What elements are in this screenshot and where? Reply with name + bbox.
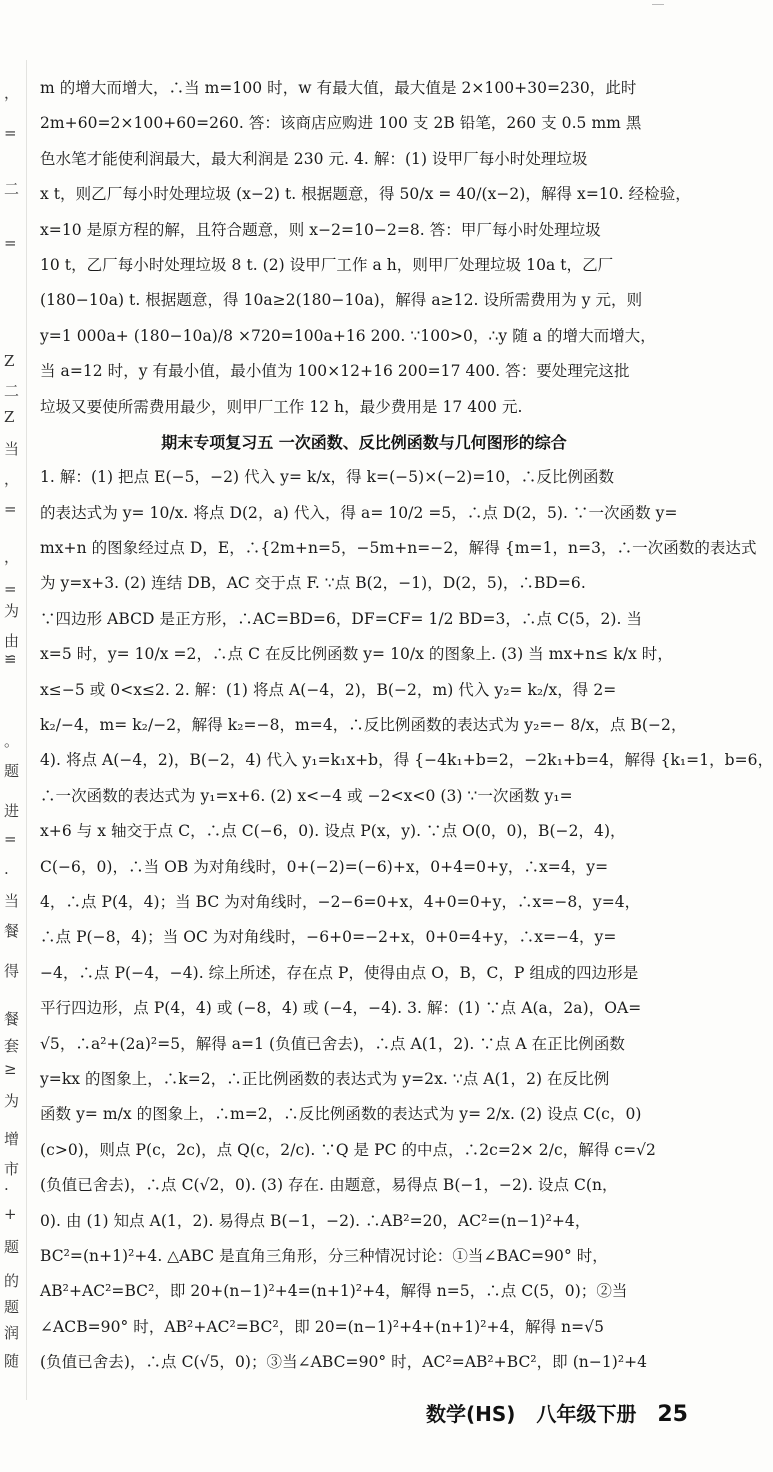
edge-char: · [4, 1180, 9, 1198]
edge-char: = [4, 830, 17, 848]
text-line: −4，∴点 P(−4，−4). 综上所述，存在点 P，使得由点 O，B，C，P 组成的四边形是 [40, 963, 639, 982]
edge-char: ， [4, 470, 20, 488]
edge-char: 餐 [4, 922, 20, 940]
edge-char: ， [4, 548, 20, 566]
text-line: √5，∴a²+(2a)²=5，解得 a=1 (负值已舍去)，∴点 A(1，2). ∵点 A 在正比例函数 [40, 1034, 625, 1053]
text-line: k₂/−4，m= k₂/−2，解得 k₂=−8，m=4，∴反比例函数的表达式为 y₂=− 8/x，点 B(−2， [40, 716, 687, 735]
text-line: ∵四边形 ABCD 是正方形，∴AC=BD=6，DF=CF= 1/2 BD=3，∴点 C(5，2). 当 [40, 609, 643, 628]
text-line: AB²+AC²=BC²，即 20+(n−1)²+4=(n+1)²+4，解得 n=5，∴点 C(5，0)；②当 [40, 1282, 628, 1301]
edge-char: 题 [4, 1298, 20, 1316]
edge-char: 为 [4, 1092, 20, 1110]
edge-char: 市 [4, 1160, 20, 1178]
text-line: x≤−5 或 0<x≤2. 2. 解：(1) 将点 A(−4，2)，B(−2，m) 代入 y₂= k₂/x，得 2= [40, 680, 617, 699]
page-footer [426, 1398, 688, 1427]
edge-char: 进 [4, 802, 20, 820]
edge-char: = [4, 234, 17, 252]
text-line: BC²=(n+1)²+4. △ABC 是直角三角形，分三种情况讨论：①当∠BAC=90° 时， [40, 1246, 608, 1265]
text-line: mx+n 的图象经过点 D，E，∴{2m+n=5，−5m+n=−2，解得 {m=1，n=3，∴一次函数的表达式 [40, 539, 757, 558]
text-line: y=1 000a+ (180−10a)/8 ×720=100a+16 200. ∵100>0，∴y 随 a 的增大而增大， [40, 326, 656, 345]
text-line: (180−10a) t. 根据题意，得 10a≥2(180−10a)，解得 a≥12. 设所需费用为 y 元，则 [40, 291, 643, 310]
text-line: (负值已舍去)，∴点 C(√5，0)；③当∠ABC=90° 时，AC²=AB²+BC²，即 (n−1)²+4 [40, 1353, 648, 1372]
text-line: y=kx 的图象上，∴k=2，∴正比例函数的表达式为 y=2x. ∵点 A(1，2) 在反比例 [40, 1069, 610, 1088]
answer-content [40, 76, 773, 1385]
edge-char: 的 [4, 1272, 20, 1290]
text-line: (c>0)，则点 P(c，2c)，点 Q(c，2/c). ∵Q 是 PC 的中点，∴2c=2× 2/c，解得 c=√2 [40, 1140, 656, 1159]
text-line: 平行四边形，点 P(4，4) 或 (−8，4) 或 (−4，−4). 3. 解：(1) ∵点 A(a，2a)，OA= [40, 999, 642, 1018]
text-line: 为 y=x+3. (2) 连结 DB，AC 交于点 F. ∵点 B(2，−1)，D(2，5)，∴BD=6. [40, 574, 586, 593]
edge-char: 得 [4, 962, 20, 980]
edge-char: 。 [4, 732, 20, 750]
text-line: (负值已舍去)，∴点 C(√2，0). (3) 存在. 由题意，易得点 B(−1，−2). 设点 C(n， [40, 1176, 618, 1195]
edge-char: 增 [4, 1130, 20, 1148]
answer-block-after [40, 465, 773, 1385]
edge-char: 套 [4, 1037, 20, 1055]
section-title: 期末专项复习五 一次函数、反比例函数与几何图形的综合 [161, 432, 567, 452]
text-line: 2m+60=2×100+60=260. 答：该商店应购进 100 支 2B 铅笔，260 支 0.5 mm 黑 [40, 114, 642, 133]
edge-char: = [4, 580, 17, 598]
adjacent-page-edge [0, 60, 27, 1400]
edge-char: ， [4, 84, 20, 102]
edge-char: 题 [4, 762, 20, 780]
edge-char: 随 [4, 1352, 20, 1370]
text-line: 10 t，乙厂每小时处理垃圾 8 t. (2) 设甲厂工作 a h，则甲厂处理垃圾 10a t，乙厂 [40, 255, 614, 274]
edge-char: 二 [4, 382, 20, 400]
edge-char: = [4, 500, 17, 518]
text-line: m 的增大而增大，∴当 m=100 时，w 有最大值，最大值是 2×100+30=230，此时 [40, 79, 637, 97]
edge-char: + [4, 1205, 17, 1223]
edge-char: . [4, 860, 9, 878]
edge-char: 题 [4, 1238, 20, 1256]
edge-char: Z [4, 408, 15, 426]
text-line: ∠ACB=90° 时，AB²+AC²=BC²，即 20=(n−1)²+4+(n+1)²+4，解得 n=√5 [40, 1317, 604, 1336]
edge-char: 当 [4, 892, 20, 910]
text-line: 4，∴点 P(4，4)；当 BC 为对角线时，−2−6=0+x，4+0=0+y，∴x=−8，y=4， [40, 892, 641, 911]
edge-char: = [4, 124, 17, 142]
text-line: ∴点 P(−8，4)；当 OC 为对角线时，−6+0=−2+x，0+0=4+y，∴x=−4，y= [40, 928, 617, 947]
text-line: 4). 将点 A(−4，2)，B(−2，4) 代入 y₁=k₁x+b，得 {−4k₁+b=2，−2k₁+b=4，解得 {k₁=1，b=6， [40, 751, 773, 770]
edge-char: ≌ [4, 650, 17, 668]
answer-block-before [40, 76, 691, 430]
edge-char: Z [4, 352, 15, 370]
footer-grade: 八年级下册 [536, 1402, 637, 1426]
edge-char: 餐 [4, 1010, 20, 1028]
text-line: C(−6，0)，∴当 OB 为对角线时，0+(−2)=(−6)+x，0+4=0+y，∴x=4，y= [40, 857, 609, 876]
edge-char: 为 [4, 602, 20, 620]
text-line: ∴一次函数的表达式为 y₁=x+6. (2) x<−4 或 −2<x<0 (3) ∵一次函数 y₁= [40, 786, 573, 805]
edge-char: 润 [4, 1324, 20, 1342]
page-number: 25 [657, 1402, 688, 1427]
edge-char: 由 [4, 632, 20, 650]
top-mark [652, 4, 664, 5]
edge-char: 当 [4, 440, 20, 458]
text-line: x=10 是原方程的解，且符合题意，则 x−2=10−2=8. 答：甲厂每小时处理垃圾 [40, 220, 601, 239]
text-line: 垃圾又要使所需费用最少，则甲厂工作 12 h，最少费用是 17 400 元. [40, 397, 523, 416]
text-line: x t，则乙厂每小时处理垃圾 (x−2) t. 根据题意，得 50/x = 40/(x−2)，解得 x=10. 经检验， [40, 185, 691, 204]
text-line: x=5 时，y= 10/x =2，∴点 C 在反比例函数 y= 10/x 的图象上. (3) 当 mx+n≤ k/x 时， [40, 645, 673, 664]
text-line: 1. 解：(1) 把点 E(−5，−2) 代入 y= k/x，得 k=(−5)×(−2)=10，∴反比例函数 [40, 468, 615, 487]
footer-subject: 数学(HS) [426, 1402, 516, 1426]
text-line: 色水笔才能使利润最大，最大利润是 230 元. 4. 解：(1) 设甲厂每小时处理垃圾 [40, 149, 588, 168]
edge-char: ≥ [4, 1060, 17, 1078]
text-line: 0). 由 (1) 知点 A(1，2). 易得点 B(−1，−2). ∴AB²=20，AC²=(n−1)²+4， [40, 1211, 591, 1230]
edge-char: 二 [4, 180, 20, 198]
text-line: 当 a=12 时，y 有最小值，最小值为 100×12+16 200=17 400. 答：要处理完这批 [40, 362, 630, 381]
text-line: 函数 y= m/x 的图象上，∴m=2，∴反比例函数的表达式为 y= 2/x. (2) 设点 C(c，0) [40, 1105, 642, 1124]
text-line: 的表达式为 y= 10/x. 将点 D(2，a) 代入，得 a= 10/2 =5，∴点 D(2，5). ∵一次函数 y= [40, 503, 678, 522]
text-line: x+6 与 x 轴交于点 C，∴点 C(−6，0). 设点 P(x，y). ∵点 O(0，0)，B(−2，4)， [40, 822, 626, 841]
